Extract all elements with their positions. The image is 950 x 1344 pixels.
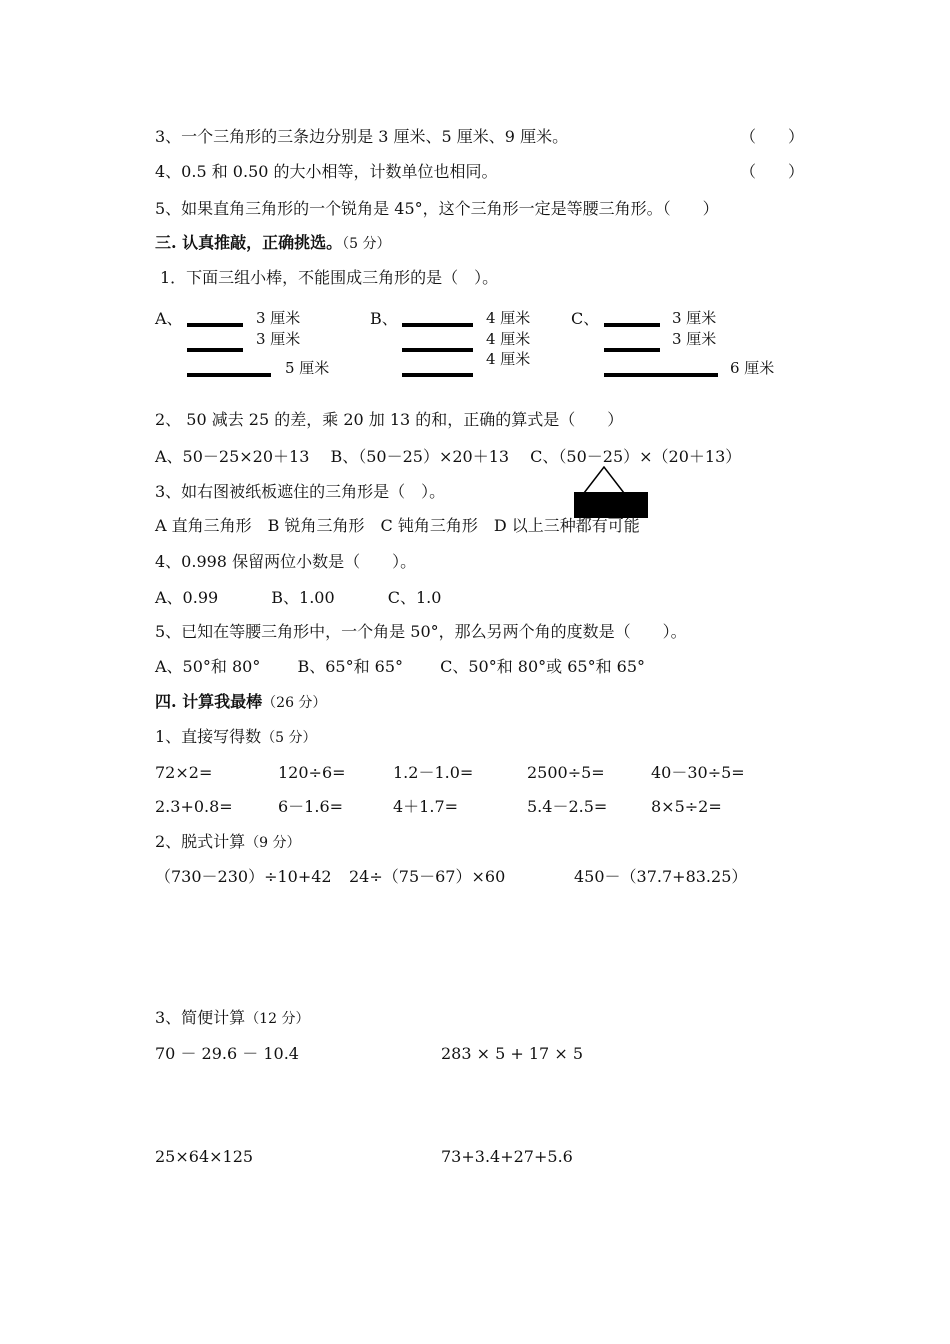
simple-calc-item: 73+3.4+27+5.6 [441, 1147, 573, 1166]
simple-calc-item: 25×64×125 [155, 1147, 254, 1166]
simple-calc-item: 70 － 29.6 － 10.4 [155, 1044, 299, 1063]
simple-calc-item: 283 × 5 + 17 × 5 [441, 1044, 583, 1063]
judge-q3: 3、一个三角形的三条边分别是 3 厘米、5 厘米、9 厘米。 [155, 127, 569, 146]
judge-q4-answer[interactable]: （ ） [740, 162, 805, 181]
s4-part2 [155, 832, 301, 853]
option-a-label: A、 [155, 309, 183, 328]
stick-c3-length: 6 厘米 [730, 359, 775, 377]
judge-q4: 4、0.5 和 0.50 的大小相等，计数单位也相同。 [155, 162, 498, 181]
stick-c2-length: 3 厘米 [672, 330, 717, 348]
s3-q5-options: A、50°和 80° B、65°和 65° C、50°和 80°或 65°和 65° [155, 657, 646, 676]
cardboard-cover [574, 492, 648, 518]
s3-q5: 5、已知在等腰三角形中，一个角是 50°，那么另两个角的度数是（ ）。 [155, 622, 687, 641]
calc-item: 2500÷5= [527, 763, 605, 782]
s3-q3: 3、如右图被纸板遮住的三角形是（ ）。 [155, 482, 446, 501]
section3-title: 三. 认真推敲，正确挑选。 [155, 233, 343, 252]
stick-c2 [604, 348, 660, 352]
stick-b3-length: 4 厘米 [486, 350, 531, 368]
stick-a3 [187, 373, 271, 377]
s4-part3-score: （12 分） [245, 1011, 310, 1027]
s4-part2-score: （9 分） [245, 835, 301, 851]
judge-q5: 5、如果直角三角形的一个锐角是 45°，这个三角形一定是等腰三角形。（ ） [155, 199, 719, 218]
s3-q4: 4、0.998 保留两位小数是（ ）。 [155, 552, 417, 571]
stick-c1 [604, 323, 660, 327]
stick-a2-length: 3 厘米 [256, 330, 301, 348]
stick-a2 [187, 348, 243, 352]
s3-q1: 1．下面三组小棒，不能围成三角形的是（ ）。 [160, 268, 499, 287]
stick-a1-length: 3 厘米 [256, 309, 301, 327]
judge-q3-answer[interactable]: （ ） [740, 127, 805, 146]
step-calc-item: （730－230）÷10+42 [155, 867, 332, 886]
stick-b3 [402, 373, 473, 377]
s3-q3-options: A 直角三角形 B 锐角三角形 C 钝角三角形 D 以上三种都有可能 [155, 516, 640, 535]
s4-part1-score: （5 分） [261, 730, 317, 746]
section4-title: 四. 计算我最棒 [155, 692, 263, 711]
s4-part2-title: 2、脱式计算 [155, 832, 246, 851]
stick-b1-length: 4 厘米 [486, 309, 531, 327]
section4-heading [155, 692, 326, 713]
s3-q4-options: A、0.99 B、1.00 C、1.0 [155, 588, 442, 607]
calc-item: 40－30÷5= [651, 763, 745, 782]
calc-item: 72×2= [155, 763, 213, 782]
step-calc-item: 24÷（75－67）×60 [349, 867, 506, 886]
s4-part1 [155, 727, 317, 748]
stick-b2 [402, 348, 473, 352]
s4-part3 [155, 1008, 309, 1029]
section3-heading [155, 233, 391, 254]
s4-part1-title: 1、直接写得数 [155, 727, 262, 746]
option-b-label: B、 [370, 309, 398, 328]
calc-item: 4＋1.7= [393, 797, 459, 816]
stick-b2-length: 4 厘米 [486, 330, 531, 348]
s3-q2-options: A、50－25×20＋13 B、（50－25）×20＋13 C、（50－25）×（20＋13） [155, 447, 742, 466]
calc-item: 120÷6= [278, 763, 346, 782]
covered-triangle-figure [574, 466, 650, 520]
step-calc-item: 450－（37.7+83.25） [574, 867, 748, 886]
calc-item: 2.3+0.8= [155, 797, 233, 816]
stick-c1-length: 3 厘米 [672, 309, 717, 327]
option-c-label: C、 [571, 309, 600, 328]
calc-item: 8×5÷2= [651, 797, 722, 816]
section4-score: （26 分） [262, 695, 327, 711]
s4-part3-title: 3、简便计算 [155, 1008, 246, 1027]
stick-b1 [402, 323, 473, 327]
calc-item: 6－1.6= [278, 797, 344, 816]
stick-a3-length: 5 厘米 [285, 359, 330, 377]
calc-item: 1.2－1.0= [393, 763, 474, 782]
calc-item: 5.4－2.5= [527, 797, 608, 816]
section3-score: （5 分） [342, 236, 391, 252]
stick-c3 [604, 373, 718, 377]
triangle-apex-icon [584, 467, 624, 493]
stick-a1 [187, 323, 243, 327]
s3-q2: 2、 50 减去 25 的差，乘 20 加 13 的和，正确的算式是（ ） [155, 410, 624, 429]
